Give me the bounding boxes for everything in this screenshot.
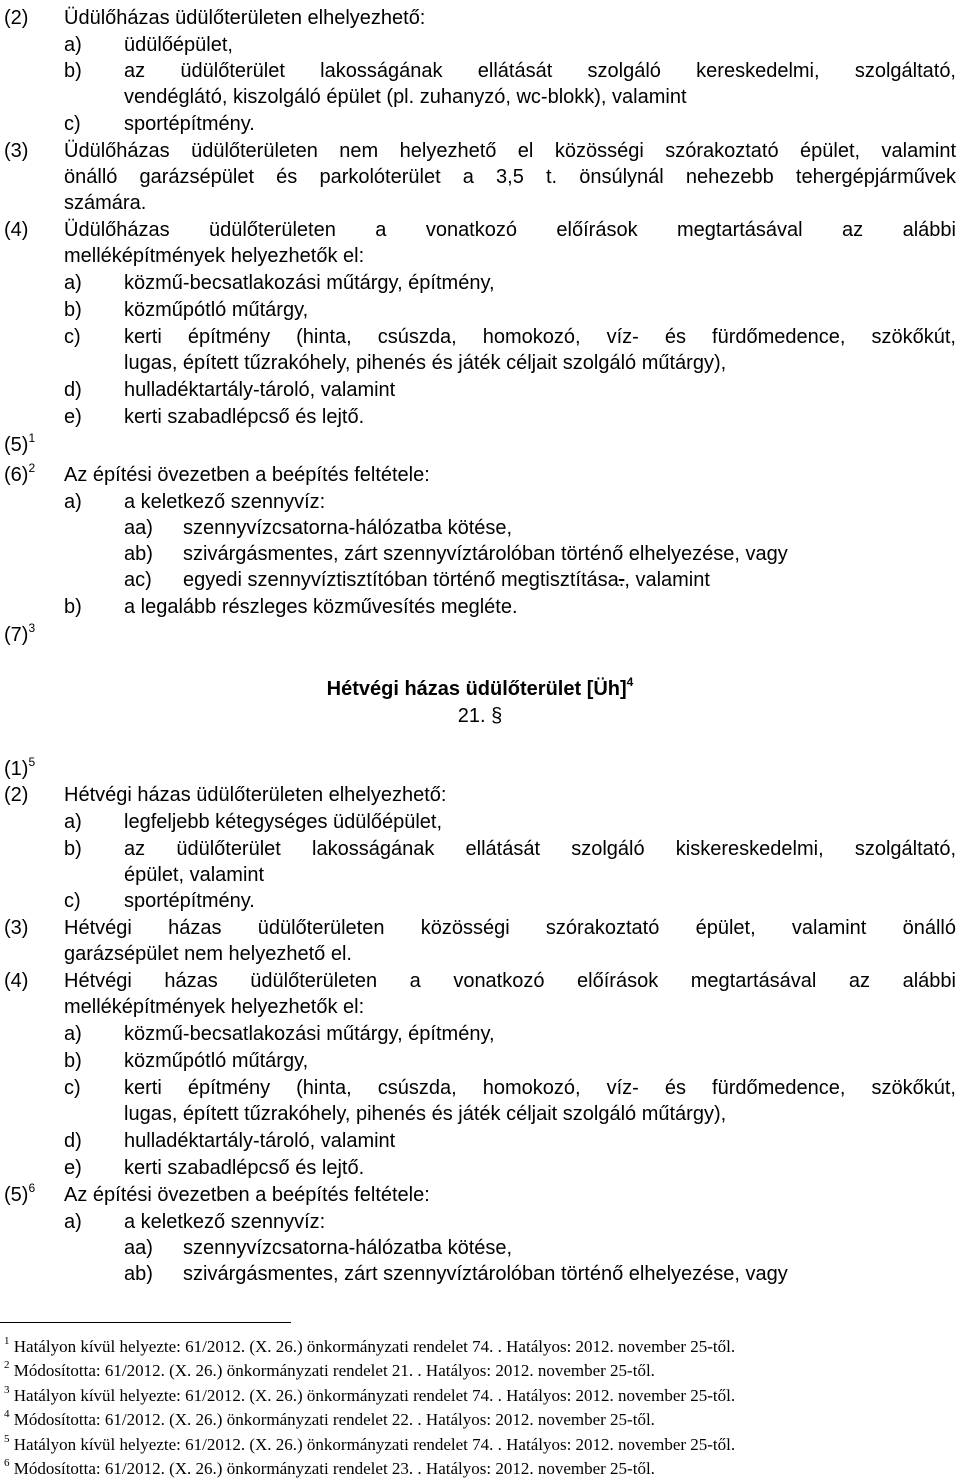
- item-text: közműpótló műtárgy,: [124, 1050, 309, 1072]
- item-text: az üdülőterület lakosságának ellátását szolgáló kereskedelmi, szolgáltató,: [124, 60, 956, 82]
- item-letter: c): [64, 113, 81, 135]
- par-text: Üdülőházas üdülőterületen nem helyezhető el közösségi szórakoztató épület, valamint: [64, 140, 956, 162]
- list-item: [0, 489, 960, 515]
- par-21-2: [0, 782, 960, 808]
- item-letter: b): [64, 838, 82, 860]
- par-21-1: [0, 756, 960, 782]
- par-text: önálló garázsépület és parkolóterület a 3,5 t. önsúlynál nehezebb tehergépjárművek: [64, 166, 956, 188]
- par-text: Hétvégi házas üdülőterületen a vonatkozó előírások megtartásával az alábbi: [64, 970, 956, 992]
- footnote: $^4$ Módosította: 61/2012. (X. 26.) önkormányzati rendelet 22. . Hatályos: 2012. november 25-től.: [4, 1408, 655, 1429]
- par-continuation: [0, 164, 960, 190]
- list-item: [0, 1048, 960, 1074]
- item-text: a keletkező szennyvíz:: [124, 1211, 326, 1233]
- sub-list-item: [0, 567, 960, 593]
- list-item: [0, 809, 960, 835]
- par-number: $(6)^2$: [4, 461, 36, 486]
- par-number: (2): [4, 7, 29, 29]
- par-text: Üdülőházas üdülőterületen a vonatkozó előírások megtartásával az alábbi: [64, 219, 956, 241]
- footnote: $^6$ Módosította: 61/2012. (X. 26.) önkormányzati rendelet 23. . Hatályos: 2012. november 25-től.: [4, 1457, 655, 1478]
- deleted-text: .: [618, 569, 625, 591]
- item-text: a legalább részleges közművesítés megléte.: [124, 596, 518, 618]
- par-number: (4): [4, 970, 29, 992]
- footnote-ref[interactable]: 1: [28, 431, 36, 445]
- par-21-5: [0, 1182, 960, 1208]
- footnote: $^3$ Hatályon kívül helyezte: 61/2012. (X. 26.) önkormányzati rendelet 74. . Hatályos: 2012. november 25-től.: [4, 1384, 736, 1405]
- par-number: $(5)^1$: [4, 431, 36, 456]
- item-letter: b): [64, 596, 82, 618]
- par-20-6: [0, 462, 960, 488]
- item-letter: ab): [124, 1263, 153, 1285]
- item-letter: b): [64, 1050, 82, 1072]
- item-text: lugas, épített tűzrakóhely, pihenés és játék céljait szolgáló műtárgy),: [124, 1103, 727, 1125]
- item-letter: e): [64, 406, 82, 428]
- item-letter: c): [64, 1077, 81, 1099]
- list-item: [0, 1209, 960, 1235]
- list-item: [0, 888, 960, 914]
- item-text: közműpótló műtárgy,: [124, 299, 309, 321]
- par-continuation: [0, 243, 960, 269]
- item-text: sportépítmény.: [124, 113, 255, 135]
- item-text: hulladéktartály-tároló, valamint: [124, 379, 396, 401]
- list-item: [0, 404, 960, 430]
- par-number: (3): [4, 917, 29, 939]
- list-item: [0, 111, 960, 137]
- par-text: számára.: [64, 192, 147, 214]
- item-letter: aa): [124, 1237, 153, 1259]
- par-number: (4): [4, 219, 29, 241]
- item-text: kerti építmény (hinta, csúszda, homokozó, víz- és fürdőmedence, szökőkút,: [124, 326, 956, 348]
- item-text: szennyvízcsatorna-hálózatba kötése,: [183, 1237, 513, 1259]
- sub-list-item: [0, 1235, 960, 1261]
- par-number: $(5)^6$: [4, 1181, 36, 1206]
- footnote-ref[interactable]: 5: [28, 755, 36, 769]
- item-text: sportépítmény.: [124, 890, 255, 912]
- list-item: [0, 1128, 960, 1154]
- item-text: szivárgásmentes, zárt szennyvíztárolóban történő elhelyezése, vagy: [183, 1263, 788, 1285]
- item-letter: b): [64, 60, 82, 82]
- list-item: [0, 1155, 960, 1181]
- par-text: garázsépület nem helyezhető el.: [64, 943, 352, 965]
- item-text: lugas, épített tűzrakóhely, pihenés és játék céljait szolgáló műtárgy),: [124, 352, 727, 374]
- par-text: melléképítmények helyezhetők el:: [64, 245, 365, 267]
- par-text: Az építési övezetben a beépítés feltétele:: [64, 1184, 430, 1206]
- item-letter: a): [64, 811, 82, 833]
- par-text: Hétvégi házas üdülőterületen közösségi szórakoztató épület, valamint önálló: [64, 917, 956, 939]
- item-text: kerti szabadlépcső és lejtő.: [124, 1157, 365, 1179]
- par-number: (3): [4, 140, 29, 162]
- item-letter: d): [64, 379, 82, 401]
- item-letter: ac): [124, 569, 152, 591]
- item-text: hulladéktartály-tároló, valamint: [124, 1130, 396, 1152]
- item-text: kerti szabadlépcső és lejtő.: [124, 406, 365, 428]
- item-letter: a): [64, 491, 82, 513]
- item-text: egyedi szennyvíztisztítóban történő megtisztítása., valamint: [183, 569, 710, 591]
- footnote-separator: [0, 1322, 291, 1323]
- list-item: [0, 594, 960, 620]
- item-letter: c): [64, 326, 81, 348]
- item-text: szivárgásmentes, zárt szennyvíztárolóban történő elhelyezése, vagy: [183, 543, 788, 565]
- par-21-3: [0, 915, 960, 941]
- list-item: [0, 836, 960, 862]
- par-number: $(1)^5$: [4, 755, 36, 780]
- item-text: közmű-becsatlakozási műtárgy, építmény,: [124, 272, 495, 294]
- par-number: $(7)^3$: [4, 621, 36, 646]
- item-letter: a): [64, 1211, 82, 1233]
- item-text: kerti építmény (hinta, csúszda, homokozó, víz- és fürdőmedence, szökőkút,: [124, 1077, 956, 1099]
- footnote: $^1$ Hatályon kívül helyezte: 61/2012. (X. 26.) önkormányzati rendelet 74. . Hatályos: 2012. november 25-től.: [4, 1335, 736, 1356]
- par-continuation: [0, 941, 960, 967]
- sub-list-item: [0, 515, 960, 541]
- list-item: [0, 32, 960, 58]
- par-20-4: [0, 217, 960, 243]
- list-item: [0, 377, 960, 403]
- item-letter: d): [64, 1130, 82, 1152]
- list-item: [0, 58, 960, 84]
- item-letter: ab): [124, 543, 153, 565]
- list-item: [0, 1075, 960, 1101]
- list-item-continuation: [0, 84, 960, 110]
- item-letter: a): [64, 272, 82, 294]
- list-item-continuation: [0, 350, 960, 376]
- item-text: a keletkező szennyvíz:: [124, 491, 326, 513]
- par-continuation: [0, 994, 960, 1020]
- item-letter: c): [64, 890, 81, 912]
- list-item: [0, 1021, 960, 1047]
- list-item-continuation: [0, 1101, 960, 1127]
- item-text: szennyvízcsatorna-hálózatba kötése,: [183, 517, 513, 539]
- item-text: vendéglátó, kiszolgáló épület (pl. zuhanyzó, wc-blokk), valamint: [124, 86, 687, 108]
- item-text: épület, valamint: [124, 864, 265, 886]
- section-number: 21. §: [457, 705, 503, 727]
- par-20-7: [0, 622, 960, 648]
- item-text: legfeljebb kétegységes üdülőépület,: [124, 811, 443, 833]
- item-letter: e): [64, 1157, 82, 1179]
- sub-list-item: [0, 541, 960, 567]
- par-text: Hétvégi házas üdülőterületen elhelyezhető:: [64, 784, 447, 806]
- footnote-ref[interactable]: 2: [28, 461, 36, 475]
- item-letter: aa): [124, 517, 153, 539]
- item-text: az üdülőterület lakosságának ellátását szolgáló kiskereskedelmi, szolgáltató,: [124, 838, 956, 860]
- par-20-3: [0, 138, 960, 164]
- par-text: Az építési övezetben a beépítés feltétele:: [64, 464, 430, 486]
- item-letter: b): [64, 299, 82, 321]
- par-20-5: [0, 432, 960, 458]
- par-continuation: [0, 190, 960, 216]
- par-number: (2): [4, 784, 29, 806]
- list-item: [0, 324, 960, 350]
- par-21-4: [0, 968, 960, 994]
- footnote-ref[interactable]: 4: [626, 675, 634, 689]
- list-item: [0, 297, 960, 323]
- footnote-ref[interactable]: 6: [28, 1181, 36, 1195]
- footnote: $^5$ Hatályon kívül helyezte: 61/2012. (X. 26.) önkormányzati rendelet 74. . Hatályos: 2012. november 25-től.: [4, 1433, 736, 1454]
- section-heading: Hétvégi házas üdülőterület [Üh]$^4$: [326, 675, 634, 700]
- list-item: [0, 270, 960, 296]
- footnote: $^2$ Módosította: 61/2012. (X. 26.) önkormányzati rendelet 21. . Hatályos: 2012. november 25-től.: [4, 1359, 655, 1380]
- par-text: Üdülőházas üdülőterületen elhelyezhető:: [64, 7, 426, 29]
- item-text: közmű-becsatlakozási műtárgy, építmény,: [124, 1023, 495, 1045]
- par-text: melléképítmények helyezhetők el:: [64, 996, 365, 1018]
- sub-list-item: [0, 1261, 960, 1287]
- item-letter: a): [64, 34, 82, 56]
- par-20-2: [0, 5, 960, 31]
- footnote-ref[interactable]: 3: [28, 621, 36, 635]
- item-letter: a): [64, 1023, 82, 1045]
- item-text: üdülőépület,: [124, 34, 233, 56]
- list-item-continuation: [0, 862, 960, 888]
